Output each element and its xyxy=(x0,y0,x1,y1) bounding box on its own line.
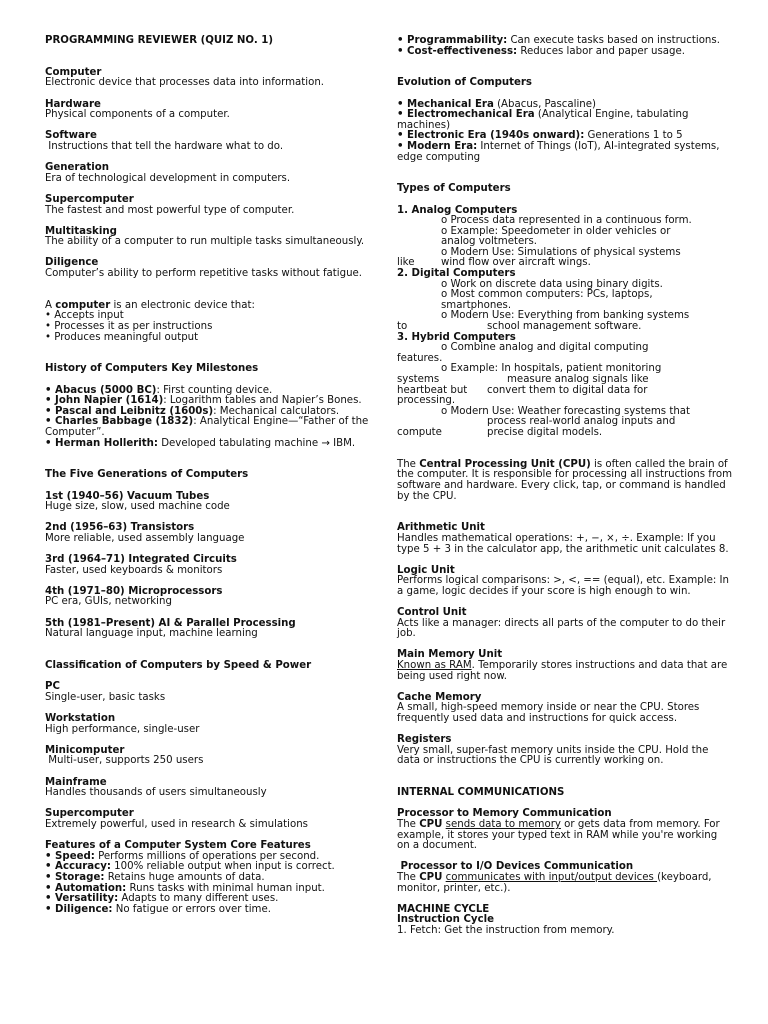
term-heading: Supercomputer xyxy=(45,193,134,205)
section-heading: The Five Generations of Computers xyxy=(45,469,249,481)
generation-item: 2nd (1956–63) Transistors More reliable, used assembly language xyxy=(45,522,245,544)
list-item: analog voltmeters. xyxy=(441,236,537,248)
list-item: • Modern Era: Internet of Things (IoT), AI-integrated systems, edge computing xyxy=(397,140,720,163)
processor-memory-comm: Processor to Memory Communication The CPU sends data to memory or gets data from memory. For example, it stores your typed text in RAM while you're working on a document. xyxy=(397,808,720,852)
list-item: o Modern Use: Everything from banking systems xyxy=(441,310,690,322)
term-multitasking xyxy=(45,227,375,248)
section-heading: History of Computers Key Milestones xyxy=(45,363,259,375)
list-item: • Cost-effectiveness: Reduces labor and paper usage. xyxy=(397,45,686,57)
left-column xyxy=(45,36,375,915)
term-heading: Multitasking xyxy=(45,225,117,237)
term-heading: Generation xyxy=(45,162,109,174)
list-item: • Diligence: No fatigue or errors over time. xyxy=(45,903,271,915)
term-computer xyxy=(45,68,375,89)
list-item: • Versatility: Adapts to many different uses. xyxy=(45,893,279,905)
section-heading: INTERNAL COMMUNICATIONS xyxy=(397,787,565,799)
list-item: heartbeat but convert them to digital data for xyxy=(397,384,648,396)
list-item: • Electromechanical Era (Analytical Engine, tabulating machines) xyxy=(397,109,689,131)
term-hardware xyxy=(45,100,375,121)
term-definition: The ability of a computer to run multiple tasks simultaneously. xyxy=(45,236,365,248)
unit-cache-memory: Cache Memory A small, high-speed memory inside or near the CPU. Stores frequently used data and instructions for quick access. xyxy=(397,691,700,724)
list-item: • Abacus (5000 BC): First counting device. xyxy=(45,384,273,396)
list-item: features. xyxy=(397,352,443,364)
term-definition: Electronic device that processes data into information. xyxy=(45,77,325,89)
generation-item: 1st (1940–56) Vacuum Tubes Huge size, slow, used machine code xyxy=(45,490,230,513)
term-definition: Physical components of a computer. xyxy=(45,109,230,121)
classification-item: PC Single-user, basic tasks xyxy=(45,681,166,703)
list-item: • Charles Babbage (1832): Analytical Engine—“Father of the Computer”. xyxy=(45,416,369,438)
list-item: processing. xyxy=(397,395,456,407)
generation-item: 4th (1971–80) Microprocessors PC era, GUIs, networking xyxy=(45,585,223,608)
unit-arithmetic: Arithmetic Unit Handles mathematical operations: +, −, ×, ÷. Example: If you type 5 + 3 in the calculator app, the arithmetic unit calculates 8. xyxy=(397,522,729,555)
list-item: • Accepts input xyxy=(45,310,124,322)
section-heading: MACHINE CYCLE xyxy=(397,903,490,915)
list-item: o Example: Speedometer in older vehicles or xyxy=(441,225,671,237)
list-item: o Modern Use: Simulations of physical systems xyxy=(441,246,681,258)
list-item: like wind flow over aircraft wings. xyxy=(397,257,591,269)
list-item: • Herman Hollerith: Developed tabulating machine → IBM. xyxy=(45,437,356,449)
list-item: o Process data represented in a continuous form. xyxy=(441,215,692,227)
list-item: • Produces meaningful output xyxy=(45,331,199,343)
section-heading: Types of Computers xyxy=(397,183,511,195)
term-heading: Software xyxy=(45,130,97,142)
subsection-heading: 3. Hybrid Computers xyxy=(397,331,516,343)
list-item: o Most common computers: PCs, laptops, xyxy=(441,289,653,301)
list-item: o Example: In hospitals, patient monitoring xyxy=(441,363,662,375)
computer-intro: A computer is an electronic device that: xyxy=(45,299,255,311)
list-item: • Automation: Runs tasks with minimal human input. xyxy=(45,882,325,894)
list-item: • Electronic Era (1940s onward): Generations 1 to 5 xyxy=(397,130,683,142)
document-title: PROGRAMMING REVIEWER (QUIZ NO. 1) xyxy=(45,35,274,46)
list-item: o Combine analog and digital computing xyxy=(441,342,649,354)
term-supercomputer xyxy=(45,195,375,216)
unit-registers: Registers Very small, super-fast memory units inside the CPU. Hold the data or instructions the CPU is currently working on. xyxy=(397,734,709,767)
subsection-heading: 2. Digital Computers xyxy=(397,268,516,280)
list-item: process real-world analog inputs and xyxy=(487,416,676,428)
list-item: compute precise digital models. xyxy=(397,426,603,438)
right-column xyxy=(397,36,732,936)
term-software xyxy=(45,131,375,152)
list-item: • Pascal and Leibnitz (1600s): Mechanical calculators. xyxy=(45,405,340,417)
term-definition: The fastest and most powerful type of computer. xyxy=(45,204,295,216)
list-item: • John Napier (1614): Logarithm tables and Napier’s Bones. xyxy=(45,395,362,407)
term-heading: Computer xyxy=(45,66,102,78)
list-item: systems measure analog signals like xyxy=(397,374,649,385)
classification-item: Workstation High performance, single-user xyxy=(45,713,200,735)
term-definition: Computer’s ability to perform repetitive tasks without fatigue. xyxy=(45,268,363,280)
term-generation xyxy=(45,163,375,184)
list-item: to school management software. xyxy=(397,321,642,333)
list-item: • Speed: Performs millions of operations per second. xyxy=(45,850,320,862)
term-diligence xyxy=(45,258,375,279)
list-item: smartphones. xyxy=(441,299,512,311)
unit-control: Control Unit Acts like a manager: directs all parts of the computer to do their job. xyxy=(397,607,726,640)
term-heading: Hardware xyxy=(45,98,101,110)
unit-logic: Logic Unit Performs logical comparisons: >, <, == (equal), etc. Example: In a game, logic decides if your score is high enough to win. xyxy=(397,564,729,597)
classification-item: Minicomputer Multi-user, supports 250 users xyxy=(45,744,204,767)
cpu-intro: The Central Processing Unit (CPU) is often called the brain of the computer. It is responsible for processing all instructions from software and hardware. Every click, tap, or command is handled by the CPU. xyxy=(397,458,733,502)
list-item: • Programmability: Can execute tasks based on instructions. xyxy=(397,35,720,46)
term-heading: Diligence xyxy=(45,257,99,269)
generation-item: 5th (1981–Present) AI & Parallel Processing Natural language input, machine learning xyxy=(45,617,296,640)
list-item: o Modern Use: Weather forecasting systems that xyxy=(441,405,691,417)
section-heading: Evolution of Computers xyxy=(397,77,532,89)
subsection-heading: Instruction Cycle xyxy=(397,914,495,926)
classification-item: Mainframe Handles thousands of users simultaneously xyxy=(45,776,267,799)
list-item: • Accuracy: 100% reliable output when input is correct. xyxy=(45,861,335,873)
term-definition: Instructions that tell the hardware what to do. xyxy=(45,140,284,152)
subsection-heading: 1. Analog Computers xyxy=(397,204,518,216)
classification-item: Supercomputer Extremely powerful, used in research & simulations xyxy=(45,808,308,830)
section-heading: Features of a Computer System Core Features xyxy=(45,840,311,852)
term-definition: Era of technological development in computers. xyxy=(45,172,291,184)
section-heading: Classification of Computers by Speed & Power xyxy=(45,660,312,672)
processor-io-comm: Processor to I/O Devices Communication The CPU communicates with input/output devices (keyboard, monitor, printer, etc.). xyxy=(397,861,712,894)
list-item: • Storage: Retains huge amounts of data. xyxy=(45,871,265,883)
list-item: • Mechanical Era (Abacus, Pascaline) xyxy=(397,98,597,110)
list-item: • Processes it as per instructions xyxy=(45,321,213,333)
list-item: o Work on discrete data using binary digits. xyxy=(441,278,663,290)
list-item: 1. Fetch: Get the instruction from memory. xyxy=(397,924,615,936)
unit-main-memory: Main Memory Unit Known as RAM. Temporarily stores instructions and data that are being used right now. xyxy=(397,649,728,682)
generation-item: 3rd (1964–71) Integrated Circuits Faster, used keyboards & monitors xyxy=(45,554,237,576)
